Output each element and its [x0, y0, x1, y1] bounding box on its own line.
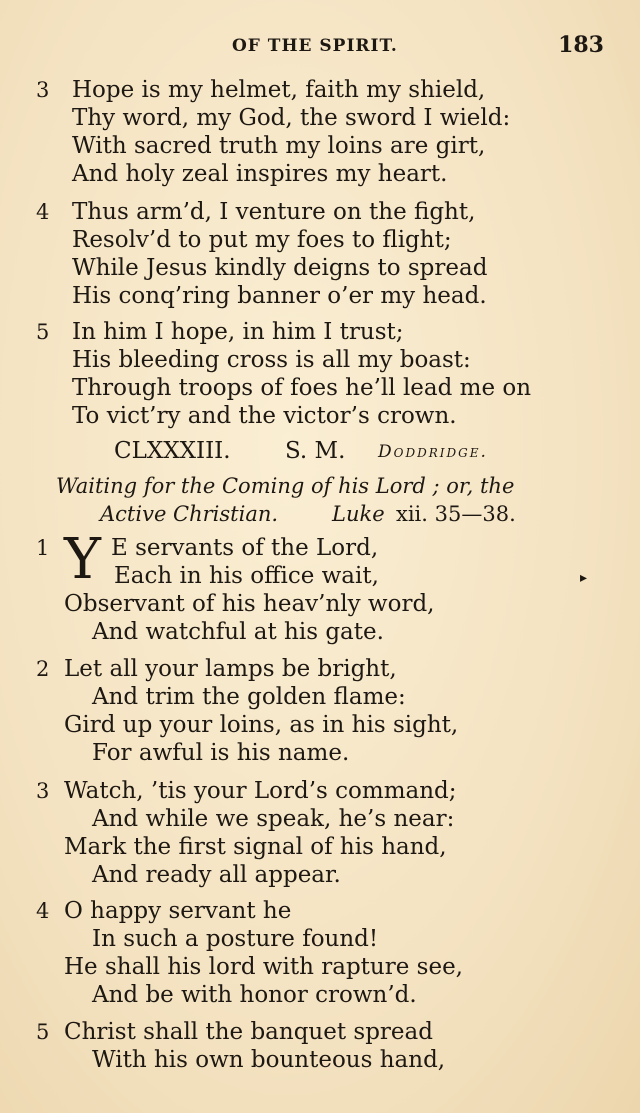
page-header	[0, 32, 640, 62]
verse-line: Gird up your loins, as in his sight,	[64, 712, 459, 738]
verse-line: Christ shall the banquet spread	[64, 1019, 433, 1045]
stanza-1	[0, 527, 640, 646]
verse-line: And ready all appear.	[92, 862, 341, 888]
printer-mark: ▸	[580, 570, 588, 586]
verse-line: While Jesus kindly deigns to spread	[72, 255, 488, 281]
verse-line: Mark the first signal of his hand,	[64, 834, 447, 860]
subtitle-line-2: Active Christian.	[100, 502, 279, 526]
verse-line: His bleeding cross is all my boast:	[72, 347, 471, 373]
verse-line: For awful is his name.	[92, 740, 350, 766]
subtitle-line-1: Waiting for the Coming of his Lord ; or, the	[56, 474, 515, 498]
stanza-number: 2	[36, 657, 50, 681]
stanza-number: 3	[36, 78, 50, 102]
stanza-number: 4	[36, 200, 50, 224]
stanza-2	[0, 655, 640, 767]
verse-line: E servants of the Lord,	[111, 535, 379, 561]
hymn-author: Doddridge.	[378, 442, 488, 462]
hymn-meter: S. M.	[285, 438, 346, 464]
hymn-heading	[0, 438, 640, 470]
running-title: OF THE SPIRIT.	[232, 36, 398, 56]
verse-line: Each in his office wait,	[114, 563, 379, 589]
stanza-3	[0, 76, 640, 188]
verse-line: In him I hope, in him I trust;	[72, 319, 404, 345]
scripture-book: Luke	[332, 502, 385, 526]
verse-line: And trim the golden flame:	[92, 684, 406, 710]
verse-line: In such a posture found!	[92, 926, 379, 952]
verse-line: Through troops of foes he’ll lead me on	[72, 375, 532, 401]
stanza-5	[0, 318, 640, 430]
stanza-number: 5	[36, 1020, 50, 1044]
stanza-number: 5	[36, 320, 50, 344]
drop-cap: Y	[64, 527, 101, 592]
verse-line: And be with honor crown’d.	[92, 982, 417, 1008]
verse-line: O happy servant he	[64, 898, 292, 924]
stanza-number: 1	[36, 536, 50, 560]
hymn-subtitle	[0, 474, 640, 502]
verse-line: Thus arm’d, I venture on the fight,	[72, 199, 476, 225]
hymn-number: CLXXXIII.	[114, 438, 231, 464]
verse-line: Watch, ’tis your Lord’s command;	[64, 778, 457, 804]
scripture-reference: xii. 35—38.	[396, 502, 516, 526]
stanza-number: 3	[36, 779, 50, 803]
stanza-5b	[0, 1018, 640, 1074]
verse-line: Thy word, my God, the sword I wield:	[72, 105, 511, 131]
verse-line: He shall his lord with rapture see,	[64, 954, 463, 980]
verse-line: And holy zeal inspires my heart.	[72, 161, 448, 187]
page-number: 183	[558, 32, 604, 58]
verse-line: With sacred truth my loins are girt,	[72, 133, 486, 159]
verse-line: To vict’ry and the victor’s crown.	[72, 403, 457, 429]
verse-line: Let all your lamps be bright,	[64, 656, 397, 682]
verse-line: His conq’ring banner o’er my head.	[72, 283, 487, 309]
verse-line: And watchful at his gate.	[92, 619, 384, 645]
stanza-3b	[0, 777, 640, 889]
stanza-4	[0, 198, 640, 310]
stanza-4b	[0, 897, 640, 1009]
verse-line: With his own bounteous hand,	[92, 1047, 446, 1073]
verse-line: Resolv’d to put my foes to flight;	[72, 227, 452, 253]
verse-line: And while we speak, he’s near:	[92, 806, 455, 832]
verse-line: Hope is my helmet, faith my shield,	[72, 77, 486, 103]
hymn-subtitle-reference	[0, 502, 640, 530]
verse-line: Observant of his heav’nly word,	[64, 591, 435, 617]
stanza-number: 4	[36, 899, 50, 923]
